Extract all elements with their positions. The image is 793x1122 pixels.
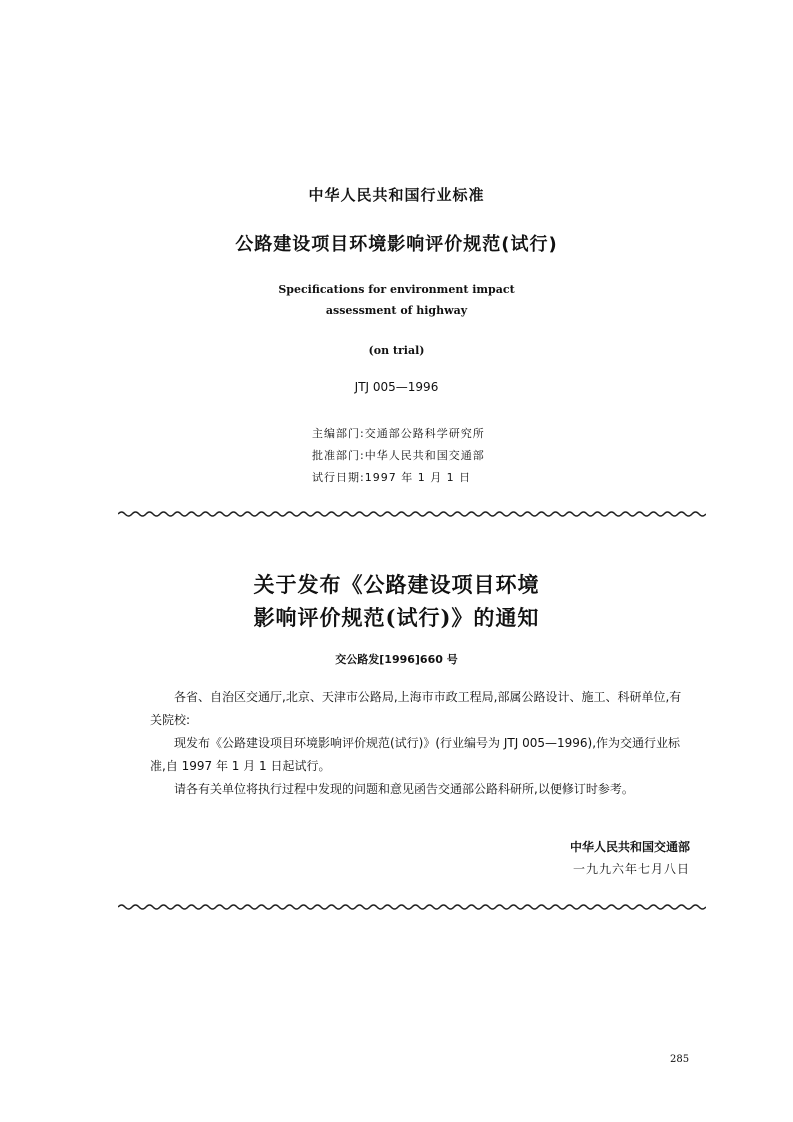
title-en-line-2: assessment of highway xyxy=(325,304,468,317)
meta-block xyxy=(312,423,485,489)
document-number: 交公路发[1996]660 号 xyxy=(335,653,458,666)
wavy-divider-bottom xyxy=(118,902,706,912)
editor-dept: 主编部门:交通部公路科学研究所 xyxy=(312,427,485,440)
page-number: 285 xyxy=(670,1054,690,1065)
notice-paragraph-2: 现发布《公路建设项目环境影响评价规范(试行)》(行业编号为 JTJ 005—1996),作为交通行业标准,自 1997 年 1 月 1 日起试行。 xyxy=(150,736,681,773)
notice-title-line-1: 关于发布《公路建设项目环境 xyxy=(253,572,540,597)
standard-code: JTJ 005—1996 xyxy=(354,380,439,394)
standard-type: 中华人民共和国行业标准 xyxy=(308,186,485,204)
notice-title-line-2: 影响评价规范(试行)》的通知 xyxy=(253,605,540,630)
notice-body xyxy=(150,686,690,801)
notice-paragraph-3: 请各有关单位将执行过程中发现的问题和意见函告交通部公路科研所,以便修订时参考。 xyxy=(174,782,634,796)
issue-date: 一九九六年七月八日 xyxy=(572,862,690,876)
trial-note: (on trial) xyxy=(368,344,425,357)
notice-title xyxy=(0,568,793,634)
notice-paragraph-1: 各省、自治区交通厅,北京、天津市公路局,上海市市政工程局,部属公路设计、施工、科研单位,有关院校: xyxy=(150,690,682,727)
trial-date: 试行日期:1997 年 1 月 1 日 xyxy=(312,471,472,484)
wavy-divider-top xyxy=(118,509,706,519)
document-title-en xyxy=(0,279,793,321)
issuer: 中华人民共和国交通部 xyxy=(569,840,690,854)
title-en-line-1: Specifications for environment impact xyxy=(278,283,515,296)
approver-dept: 批准部门:中华人民共和国交通部 xyxy=(312,449,485,462)
document-title-cn: 公路建设项目环境影响评价规范(试行) xyxy=(235,234,558,255)
